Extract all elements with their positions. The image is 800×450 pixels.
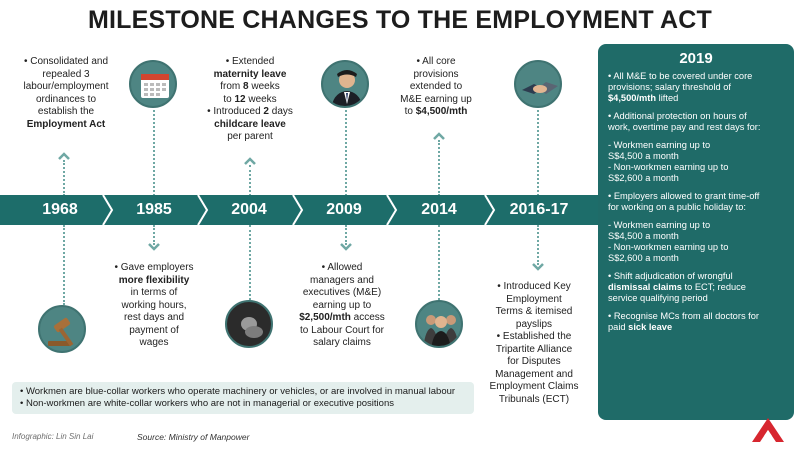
text: S$4,500 a month — [608, 231, 679, 241]
text-line — [474, 294, 594, 307]
text: access — [350, 312, 385, 323]
text: • Introduced Key — [497, 281, 571, 292]
text: lifted — [656, 93, 679, 103]
connector-2016 — [537, 225, 539, 265]
entry-2009 — [286, 262, 398, 350]
text: weeks — [248, 81, 280, 92]
panel-body — [608, 71, 784, 333]
connector-2014-lower — [438, 225, 440, 300]
text: paid — [608, 322, 629, 332]
connector-2004 — [249, 165, 251, 196]
text: working hours, — [121, 299, 187, 311]
year-2014: 2014 — [421, 201, 457, 218]
text-line — [12, 106, 120, 119]
year-2004: 2004 — [231, 201, 267, 218]
bold-text: 2 — [263, 106, 269, 117]
timeline-end — [586, 195, 598, 225]
text: provisions — [413, 68, 459, 80]
text-line — [286, 287, 398, 300]
text: • Additional protection on hours of — [608, 111, 747, 121]
text: Tripartite Alliance — [495, 343, 573, 355]
text-line — [474, 369, 594, 382]
text: service qualifying period — [608, 293, 708, 303]
bold-text: childcare leave — [214, 118, 286, 130]
text-line — [104, 262, 204, 275]
text-line — [474, 319, 594, 332]
text-line — [286, 300, 398, 313]
text: to — [404, 106, 416, 117]
text-line — [200, 69, 300, 82]
arrow-down-icon — [340, 243, 352, 251]
text: salary claims — [313, 337, 371, 348]
panel-line — [608, 220, 784, 231]
text-line — [12, 81, 120, 94]
entry-2014 — [386, 56, 486, 119]
bold-text: $4,500/mth — [608, 93, 657, 103]
text-line — [12, 119, 120, 132]
text-line — [104, 275, 204, 288]
text: establish the — [37, 106, 95, 117]
connector-2009-upper — [345, 110, 347, 196]
panel-line — [608, 253, 784, 264]
text: in terms of — [130, 287, 178, 298]
text: work, overtime pay and rest days for: — [608, 122, 761, 132]
text-line — [104, 312, 204, 325]
handshake-icon — [514, 60, 562, 108]
panel-line — [608, 173, 784, 184]
connector-1985 — [153, 225, 155, 245]
text: M&E earning up — [400, 93, 472, 105]
connector-2016-upper — [537, 110, 539, 196]
text: S$2,600 a month — [608, 253, 679, 263]
panel-2019 — [598, 44, 794, 420]
text-line — [474, 331, 594, 344]
bold-text: more flexibility — [118, 274, 190, 286]
text-line — [286, 325, 398, 338]
text: from — [220, 81, 244, 92]
text: • Introduced — [207, 106, 264, 117]
text: • Shift adjudication of wrongful — [608, 271, 733, 281]
text: Terms & itemised — [495, 306, 573, 317]
arrow-up-icon — [433, 132, 445, 140]
ultrasound-baby-icon — [225, 300, 273, 348]
text: payment of — [129, 324, 179, 336]
note-non-workmen: • Non-workmen are white-collar workers who are not in managerial or executive positions — [20, 398, 394, 409]
text: • Allowed — [321, 262, 363, 273]
text-line — [386, 69, 486, 82]
panel-line — [608, 322, 784, 333]
panel-line — [608, 202, 784, 213]
text: Employment — [506, 293, 562, 305]
page-title: MILESTONE CHANGES TO THE EMPLOYMENT ACT — [87, 6, 713, 34]
text: • Consolidated and — [23, 56, 109, 67]
text-line — [474, 381, 594, 394]
text-line — [286, 312, 398, 325]
bold-text: $2,500/mth — [299, 312, 351, 323]
panel-line — [608, 82, 784, 93]
text-line — [104, 300, 204, 313]
text-line — [104, 337, 204, 350]
text: S$2,600 a month — [608, 173, 679, 183]
panel-line — [608, 151, 784, 162]
text: • Gave employers — [114, 262, 194, 273]
text-line — [200, 94, 300, 107]
text-line — [12, 94, 120, 107]
text: - Workmen earning up to — [608, 140, 711, 150]
panel-line — [608, 231, 784, 242]
connector-1985-upper — [153, 110, 155, 196]
panel-line — [608, 191, 784, 202]
text: days — [268, 106, 293, 117]
text: provisions; salary threshold of — [608, 82, 731, 92]
text: managers and — [310, 274, 374, 286]
text-line — [386, 106, 486, 119]
text-line — [200, 81, 300, 94]
text: per parent — [227, 131, 273, 142]
text: • Extended — [225, 56, 275, 67]
arrow-up-icon — [58, 152, 70, 160]
connector-2004-lower — [249, 225, 251, 300]
text: to — [223, 93, 235, 105]
connector-1968-lower — [63, 225, 65, 305]
text-line — [286, 262, 398, 275]
text: • Established the — [496, 331, 572, 342]
text: • All M&E to be covered under core — [608, 71, 753, 81]
entry-1985 — [104, 262, 204, 350]
note-workmen: • Workmen are blue-collar workers who operate machinery or vehicles, or are involved in manual labour — [20, 386, 456, 397]
text: S$4,500 a month — [608, 151, 679, 161]
text-line — [104, 287, 204, 300]
text-line — [386, 94, 486, 107]
text-line — [286, 275, 398, 288]
text: to ECT; reduce — [681, 282, 746, 292]
bold-text: sick leave — [628, 322, 673, 332]
entry-1968 — [12, 56, 120, 131]
text-line — [200, 56, 300, 69]
entry-2016-17 — [474, 281, 594, 406]
text-line — [104, 325, 204, 338]
text-line — [474, 394, 594, 407]
text-line — [200, 106, 300, 119]
text: payslips — [515, 318, 553, 330]
arrow-down-icon — [148, 243, 160, 251]
bold-text: 8 — [243, 81, 249, 92]
panel-line — [608, 71, 784, 82]
text-line — [386, 56, 486, 69]
text: • Recognise MCs from all doctors for — [608, 311, 760, 321]
bold-text: $4,500/mth — [415, 106, 468, 117]
panel-line — [608, 293, 784, 304]
text: • Employers allowed to grant time-off — [608, 191, 760, 201]
panel-line — [608, 242, 784, 253]
text: ordinances to — [35, 93, 97, 105]
businessman-icon — [321, 60, 369, 108]
text-line — [474, 306, 594, 319]
text-line — [200, 119, 300, 132]
connector-2014 — [438, 140, 440, 196]
text: labour/employment — [23, 81, 109, 92]
panel-line — [608, 140, 784, 151]
arrow-up-icon — [244, 157, 256, 165]
text-line — [12, 69, 120, 82]
text: executives (M&E) — [302, 287, 382, 298]
panel-line — [608, 93, 784, 104]
text-line — [474, 356, 594, 369]
text: for Disputes — [507, 356, 561, 367]
connector-2009 — [345, 225, 347, 245]
infographic-credit: Infographic: Lin Sin Lai — [12, 432, 94, 441]
text: Tribunals (ECT) — [498, 393, 570, 405]
bold-text: maternity leave — [213, 68, 287, 80]
business-team-icon — [415, 300, 463, 348]
text-line — [474, 344, 594, 357]
text: - Non-workmen earning up to — [608, 162, 729, 172]
panel-line — [608, 311, 784, 322]
bold-text: Employment Act — [26, 118, 106, 130]
year-1985: 1985 — [136, 201, 172, 218]
panel-line — [608, 111, 784, 122]
year-2009: 2009 — [326, 201, 362, 218]
entry-2004 — [200, 56, 300, 144]
panel-line — [608, 271, 784, 282]
text: extended to — [409, 81, 463, 92]
text: repealed 3 — [42, 68, 90, 80]
text: weeks — [245, 93, 277, 105]
panel-line — [608, 162, 784, 173]
text-line — [286, 337, 398, 350]
text: - Workmen earning up to — [608, 220, 711, 230]
panel-line — [608, 282, 784, 293]
bold-text: 12 — [234, 93, 246, 105]
text: - Non-workmen earning up to — [608, 242, 729, 252]
text-line — [200, 131, 300, 144]
source-credit: Source: Ministry of Manpower — [137, 432, 250, 442]
text: to Labour Court for — [300, 324, 384, 336]
definitions-box — [12, 382, 474, 414]
gavel-icon — [38, 305, 86, 353]
text: wages — [139, 337, 169, 348]
connector-1968 — [63, 160, 65, 196]
arrow-down-icon — [532, 263, 544, 271]
bold-text: dismissal claims — [608, 282, 682, 292]
panel-year: 2019 — [679, 50, 713, 67]
text: Management and — [495, 368, 573, 380]
text: earning up to — [312, 299, 372, 311]
text: for working on a public holiday to: — [608, 202, 746, 212]
text: • All core — [416, 56, 456, 67]
text: Employment Claims — [489, 381, 579, 392]
cna-logo-icon — [746, 416, 790, 444]
text-line — [386, 81, 486, 94]
panel-line — [608, 122, 784, 133]
text: rest days and — [123, 312, 185, 323]
year-2016-17: 2016-17 — [509, 201, 569, 218]
text-line — [12, 56, 120, 69]
calendar-icon — [129, 60, 177, 108]
text-line — [474, 281, 594, 294]
year-1968: 1968 — [42, 201, 78, 218]
